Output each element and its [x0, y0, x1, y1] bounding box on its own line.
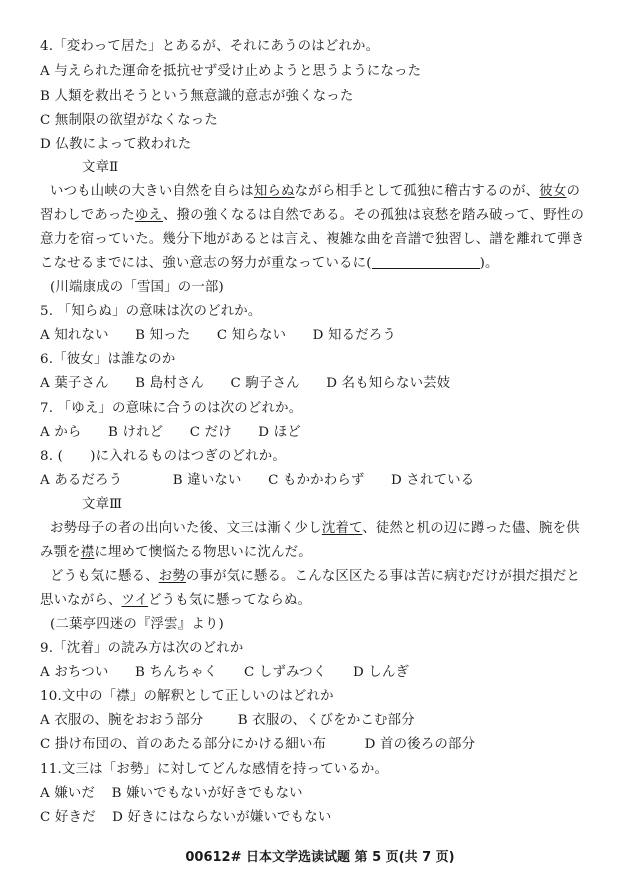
q4-option-c: C 無制限の欲望がなくなった: [40, 113, 218, 128]
q11-options-ab: [40, 785, 612, 803]
q11-option-d: D 好きにはならないが嫌いでもない: [112, 810, 332, 825]
section2-line-4: [40, 255, 612, 273]
section2-line-2: [40, 207, 612, 225]
section2-text: こなせるまでには、強い意志の努力が重なっているに: [40, 256, 367, 271]
section3-heading: 文章Ⅲ: [82, 497, 123, 512]
section2-text: 、撥の強くなるは自然である。その孤独は哀愁を踏み破って、野性の: [163, 208, 585, 223]
q6-options: [40, 375, 612, 393]
underlined-shiranu: 知らぬ: [253, 184, 295, 199]
q10-option-c: C 掛け布団の、首のあたる部分にかける細い布: [40, 737, 327, 752]
q9-options: [40, 664, 612, 682]
section3-text: 、徒然と机の辺に蹲った儘、腕を供: [362, 521, 580, 536]
q9-option-b: B ちんちゃく: [135, 665, 218, 680]
q5-option-a: A 知れない: [40, 328, 109, 343]
q11-option-a: A 嫌いだ: [40, 786, 96, 801]
q4-question: 4.「変わって居た」とあるが、それにあうのはどれか。: [40, 39, 380, 54]
q11-option-c: C 好きだ: [40, 810, 96, 825]
q10-option-a: A 衣服の、腕をおおう部分: [40, 713, 204, 728]
q8-option-d: D されている: [391, 473, 475, 488]
q6-question: 6.「彼女」は誰なのか: [40, 352, 176, 367]
section3-line-2: [40, 544, 612, 562]
section3-text: に埋めて懊悩たる物思いに沈んだ。: [94, 545, 312, 560]
q10-options-cd: [40, 736, 612, 754]
section3-text: の事が気に懸る。こんな区区たる事は苦に病むだけが損だ損だと: [185, 569, 581, 584]
section3-text: 思いながら、: [40, 593, 122, 608]
q7-option-b: B けれど: [107, 425, 164, 440]
q8-options: [40, 472, 612, 490]
page-footer: 00612# 日本文学选读试题 第 5 页(共 7 页): [185, 850, 455, 865]
q4-option-d: D 仏教によって救われた: [40, 137, 192, 152]
q8-option-a: A あるだろう: [40, 473, 123, 488]
section3-line-4: [40, 592, 612, 610]
q10-option-b: B 衣服の、くびをかこむ部分: [237, 713, 415, 728]
section3-text: どうも気に懸る、: [50, 569, 159, 584]
q8-option-b: B 違いない: [172, 473, 242, 488]
section3-text: どうも気に懸ってならぬ。: [148, 593, 312, 608]
underlined-yue: ゆえ: [135, 208, 163, 223]
section2-text: ながら相手として孤独に稽古するのが、: [294, 184, 540, 199]
q6-option-c: C 駒子さん: [230, 376, 300, 391]
underlined-eri: 襟: [80, 545, 95, 560]
section2-line-1: [50, 183, 612, 201]
underlined-tsui: ツイ: [121, 593, 149, 608]
q7-options: [40, 424, 612, 442]
underlined-osei: お勢: [158, 569, 186, 584]
blank-open-paren: (: [366, 256, 372, 271]
section2-text: の: [566, 184, 581, 199]
q6-option-a: A 葉子さん: [40, 376, 109, 391]
q7-option-c: C だけ: [189, 425, 232, 440]
q8-option-c: C もかかわらず: [268, 473, 365, 488]
q7-option-d: D ほど: [258, 425, 301, 440]
q8-question: 8. ( )に入れるものはつぎのどれか。: [40, 449, 286, 464]
section2-text: 習わしであった: [40, 208, 135, 223]
q10-question: 10.文中の「襟」の解釈として正しいのはどれか: [40, 689, 334, 704]
section2-heading: 文章Ⅱ: [82, 160, 119, 175]
q9-question: 9.「沈着」の読み方は次のどれか: [40, 641, 244, 656]
underlined-ochitsuite: 沈着て: [321, 521, 363, 536]
q6-option-b: B 島村さん: [135, 376, 205, 391]
q7-option-a: A から: [40, 425, 82, 440]
q10-options-ab: [40, 712, 612, 730]
q5-option-d: D 知るだろう: [312, 328, 397, 343]
q5-question: 5. 「知らぬ」の意味は次のどれか。: [40, 304, 262, 319]
section2-source: (川端康成の「雪国」の一部): [50, 280, 224, 295]
q7-question: 7. 「ゆえ」の意味に合うのは次のどれか。: [40, 401, 303, 416]
q11-options-cd: [40, 809, 612, 827]
section3-line-1: [50, 520, 612, 538]
q9-option-c: C しずみつく: [243, 665, 327, 680]
section3-line-3: [50, 568, 612, 586]
q10-option-d: D 首の後ろの部分: [364, 737, 476, 752]
q9-option-a: A おちつい: [40, 665, 109, 680]
q11-question: 11.文三は「お勢」に対してどんな感情を持っているか。: [40, 762, 389, 777]
section3-text: み顎を: [40, 545, 81, 560]
blank-close-paren: )。: [479, 256, 499, 271]
q5-option-b: B 知った: [135, 328, 191, 343]
q4-option-b: B 人類を救出そうという無意識的意志が強くなった: [40, 89, 354, 104]
section3-source: (二葉亭四迷の『浮雲』より): [50, 617, 224, 632]
q9-option-d: D しんぎ: [353, 665, 410, 680]
q6-option-d: D 名も知らない芸妓: [326, 376, 451, 391]
section3-text: お勢母子の者の出向いた後、文三は漸く少し: [50, 521, 322, 536]
answer-blank: [372, 255, 480, 269]
q5-options: [40, 327, 612, 345]
q4-option-a: A 与えられた運命を抵抗せず受け止めようと思うようになった: [40, 64, 422, 79]
section2-line-3: 意力を宿っていた。幾分下地があるとは言え、複雑な曲を音譜で独習し、譜を離れて弾き: [40, 232, 585, 247]
q5-option-c: C 知らない: [216, 328, 287, 343]
underlined-kanojo: 彼女: [539, 184, 567, 199]
section2-text: いつも山峡の大きい自然を自らは: [50, 184, 254, 199]
q11-option-b: B 嫌いでもないが好きでもない: [111, 786, 303, 801]
